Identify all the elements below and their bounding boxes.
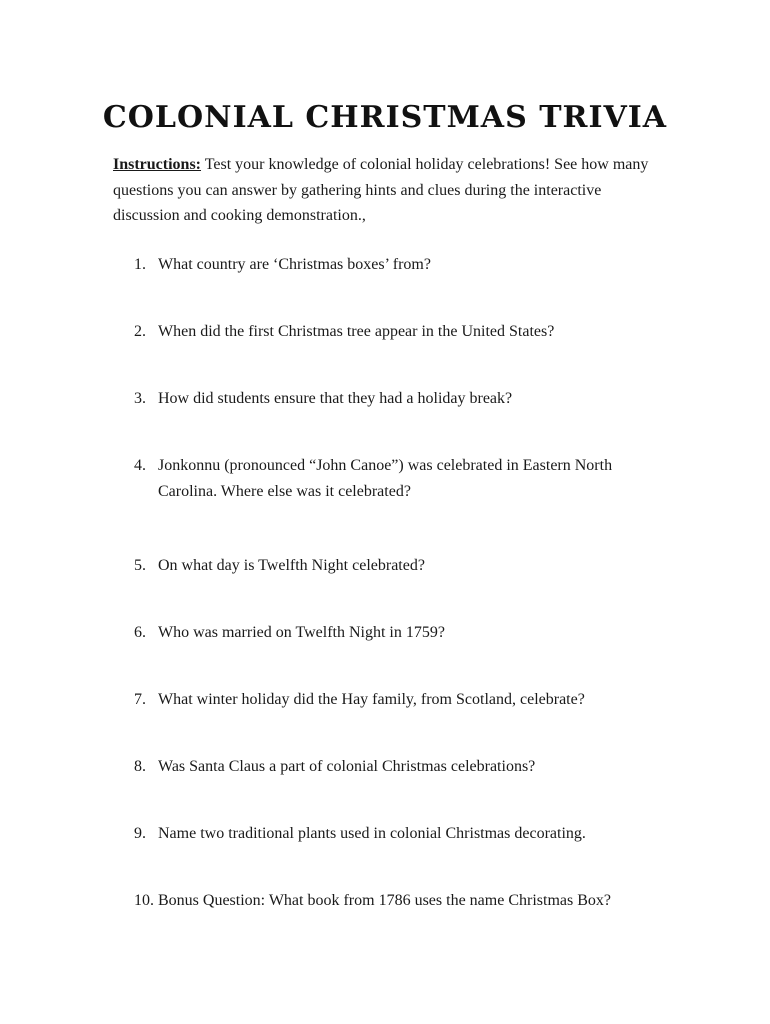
question-text: On what day is Twelfth Night celebrated? <box>158 557 425 574</box>
question-text: How did students ensure that they had a holiday break? <box>158 390 513 407</box>
question-text: What winter holiday did the Hay family, from Scotland, celebrate? <box>158 691 585 708</box>
question-number: 9. <box>134 825 146 842</box>
question-item <box>134 386 654 412</box>
question-number: 8. <box>134 758 146 775</box>
question-item <box>134 754 654 780</box>
question-text: Bonus Question: What book from 1786 uses the name Christmas Box? <box>158 892 611 909</box>
question-number: 10. <box>134 892 154 909</box>
question-text: Who was married on Twelfth Night in 1759? <box>158 624 445 641</box>
question-text: Name two traditional plants used in colonial Christmas decorating. <box>158 825 586 842</box>
question-number: 6. <box>134 624 146 641</box>
page-title: COLONIAL CHRISTMAS TRIVIA <box>102 100 668 135</box>
question-text: Jonkonnu (pronounced “John Canoe”) was celebrated in Eastern North Carolina. Where else was it celebrated? <box>158 457 613 500</box>
question-item <box>134 553 654 579</box>
question-number: 5. <box>134 557 146 574</box>
instructions-paragraph <box>113 152 658 229</box>
instructions-label: Instructions: <box>113 156 202 173</box>
question-item <box>134 821 654 847</box>
question-number: 1. <box>134 256 146 273</box>
question-number: 7. <box>134 691 146 708</box>
question-text: What country are ‘Christmas boxes’ from? <box>158 256 431 273</box>
question-item <box>134 620 654 646</box>
question-text: When did the first Christmas tree appear in the United States? <box>158 323 555 340</box>
question-text: Was Santa Claus a part of colonial Christmas celebrations? <box>158 758 536 775</box>
question-item <box>134 687 654 713</box>
question-item <box>134 319 654 345</box>
question-number: 3. <box>134 390 146 407</box>
question-item <box>134 453 614 504</box>
question-item <box>134 888 654 914</box>
question-item <box>134 252 654 278</box>
question-number: 2. <box>134 323 146 340</box>
instructions-text: Test your knowledge of colonial holiday celebrations! See how many questions you can answer by gathering hints and clues during the interactive discussion and cooking demonstration., <box>113 156 649 224</box>
question-number: 4. <box>134 457 146 474</box>
